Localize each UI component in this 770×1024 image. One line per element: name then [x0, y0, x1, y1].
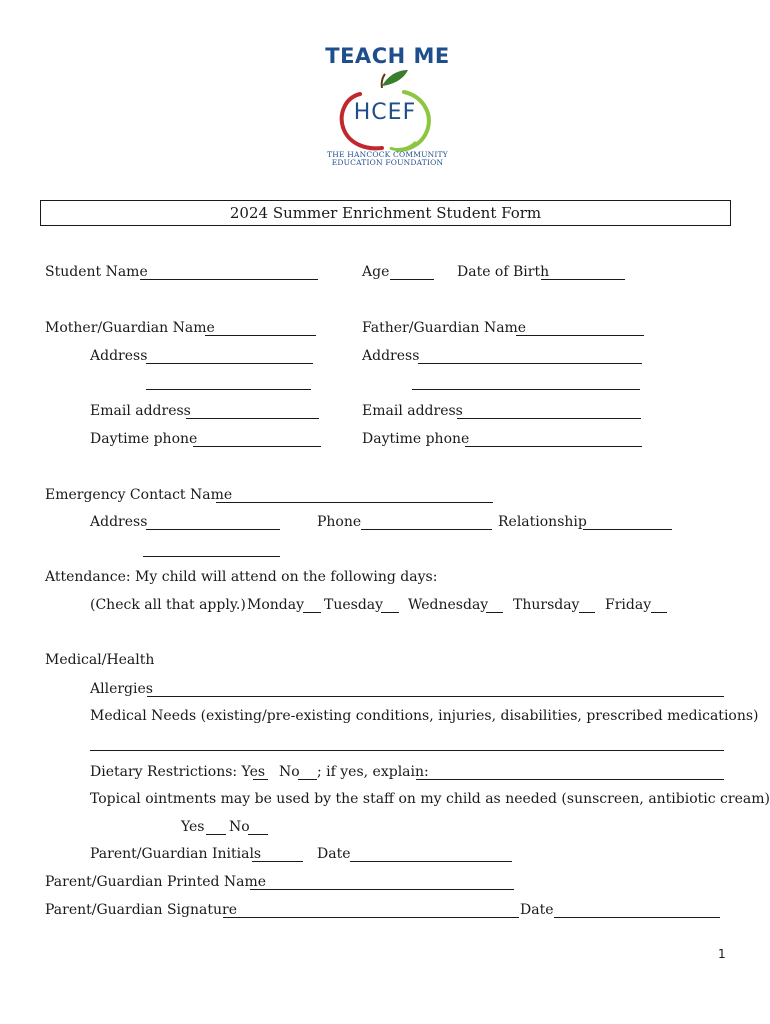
- form-title: 2024 Summer Enrichment Student Form: [40, 200, 731, 226]
- signature-label: Parent/Guardian Signature: [45, 902, 237, 918]
- logo-title: TEACH ME: [325, 44, 450, 68]
- emergency-address-field[interactable]: [146, 529, 280, 530]
- father-address-label: Address: [362, 348, 420, 364]
- day-wednesday-checkbox[interactable]: [486, 612, 503, 613]
- student-name-field[interactable]: [140, 279, 318, 280]
- dob-field[interactable]: [541, 279, 625, 280]
- mother-daytime-phone-label: Daytime phone: [90, 431, 198, 447]
- topical-no-label: No: [229, 819, 250, 835]
- emergency-phone-field[interactable]: [361, 529, 492, 530]
- dietary-no-label: No: [279, 764, 300, 780]
- day-friday-checkbox[interactable]: [651, 612, 667, 613]
- topical-ointments-label: Topical ointments may be used by the staff on my child as needed (sunscreen, antibiotic cream): [90, 791, 770, 807]
- page-number: 1: [718, 947, 726, 961]
- mother-address-field[interactable]: [146, 363, 313, 364]
- day-monday-label: Monday: [247, 597, 304, 613]
- dietary-explain-field[interactable]: [416, 779, 724, 780]
- day-wednesday-label: Wednesday: [408, 597, 489, 613]
- mother-address-label: Address: [90, 348, 148, 364]
- dob-label: Date of Birth: [457, 264, 550, 280]
- mother-email-field[interactable]: [186, 418, 319, 419]
- father-address-field[interactable]: [418, 363, 642, 364]
- mother-guardian-field[interactable]: [205, 335, 316, 336]
- initials-date-label: Date: [317, 846, 351, 862]
- signature-date-label: Date: [520, 902, 554, 918]
- logo-subtitle-line2: EDUCATION FOUNDATION: [331, 158, 444, 167]
- emergency-phone-label: Phone: [317, 514, 362, 530]
- initials-label: Parent/Guardian Initials: [90, 846, 262, 862]
- topical-no-field[interactable]: [248, 834, 268, 835]
- day-thursday-label: Thursday: [513, 597, 580, 613]
- day-friday-label: Friday: [605, 597, 652, 613]
- emergency-address-line2-field[interactable]: [143, 556, 280, 557]
- dietary-restrictions-label: Dietary Restrictions: Yes: [90, 764, 266, 780]
- topical-yes-field[interactable]: [206, 834, 226, 835]
- printed-name-label: Parent/Guardian Printed Name: [45, 874, 267, 890]
- emergency-address-label: Address: [90, 514, 148, 530]
- day-tuesday-checkbox[interactable]: [381, 612, 399, 613]
- emergency-contact-label: Emergency Contact Name: [45, 487, 233, 503]
- signature-date-field[interactable]: [554, 917, 720, 918]
- dietary-no-field[interactable]: [298, 779, 317, 780]
- allergies-field[interactable]: [147, 696, 724, 697]
- student-name-label: Student Name: [45, 264, 148, 280]
- dietary-explain-label: ; if yes, explain:: [317, 764, 429, 780]
- age-field[interactable]: [390, 279, 434, 280]
- father-address-line2-field[interactable]: [412, 389, 640, 390]
- logo-mark: HCEF: [353, 100, 417, 125]
- signature-field[interactable]: [223, 917, 519, 918]
- father-guardian-label: Father/Guardian Name: [362, 320, 527, 336]
- medical-needs-field[interactable]: [90, 750, 724, 751]
- age-label: Age: [362, 264, 390, 280]
- mother-daytime-phone-field[interactable]: [193, 446, 321, 447]
- relationship-field[interactable]: [583, 529, 672, 530]
- medical-health-heading: Medical/Health: [45, 652, 155, 668]
- mother-address-line2-field[interactable]: [146, 389, 311, 390]
- emergency-contact-field[interactable]: [216, 502, 493, 503]
- father-email-field[interactable]: [457, 418, 641, 419]
- day-tuesday-label: Tuesday: [324, 597, 384, 613]
- father-guardian-field[interactable]: [516, 335, 644, 336]
- check-all-label: (Check all that apply.): [90, 597, 246, 613]
- mother-guardian-label: Mother/Guardian Name: [45, 320, 215, 336]
- attendance-label: Attendance: My child will attend on the following days:: [45, 569, 438, 585]
- father-daytime-phone-label: Daytime phone: [362, 431, 470, 447]
- initials-field[interactable]: [252, 861, 303, 862]
- allergies-label: Allergies: [90, 681, 153, 697]
- mother-email-label: Email address: [90, 403, 191, 419]
- father-daytime-phone-field[interactable]: [465, 446, 642, 447]
- printed-name-field[interactable]: [250, 889, 514, 890]
- topical-yes-label: Yes: [181, 819, 205, 835]
- father-email-label: Email address: [362, 403, 463, 419]
- day-monday-checkbox[interactable]: [303, 612, 321, 613]
- dietary-yes-field[interactable]: [253, 779, 268, 780]
- medical-needs-label: Medical Needs (existing/pre-existing conditions, injuries, disabilities, prescribed medications): [90, 708, 759, 724]
- initials-date-field[interactable]: [350, 861, 512, 862]
- logo-subtitle-line1: THE HANCOCK COMMUNITY: [327, 150, 448, 159]
- day-thursday-checkbox[interactable]: [579, 612, 595, 613]
- relationship-label: Relationship: [498, 514, 587, 530]
